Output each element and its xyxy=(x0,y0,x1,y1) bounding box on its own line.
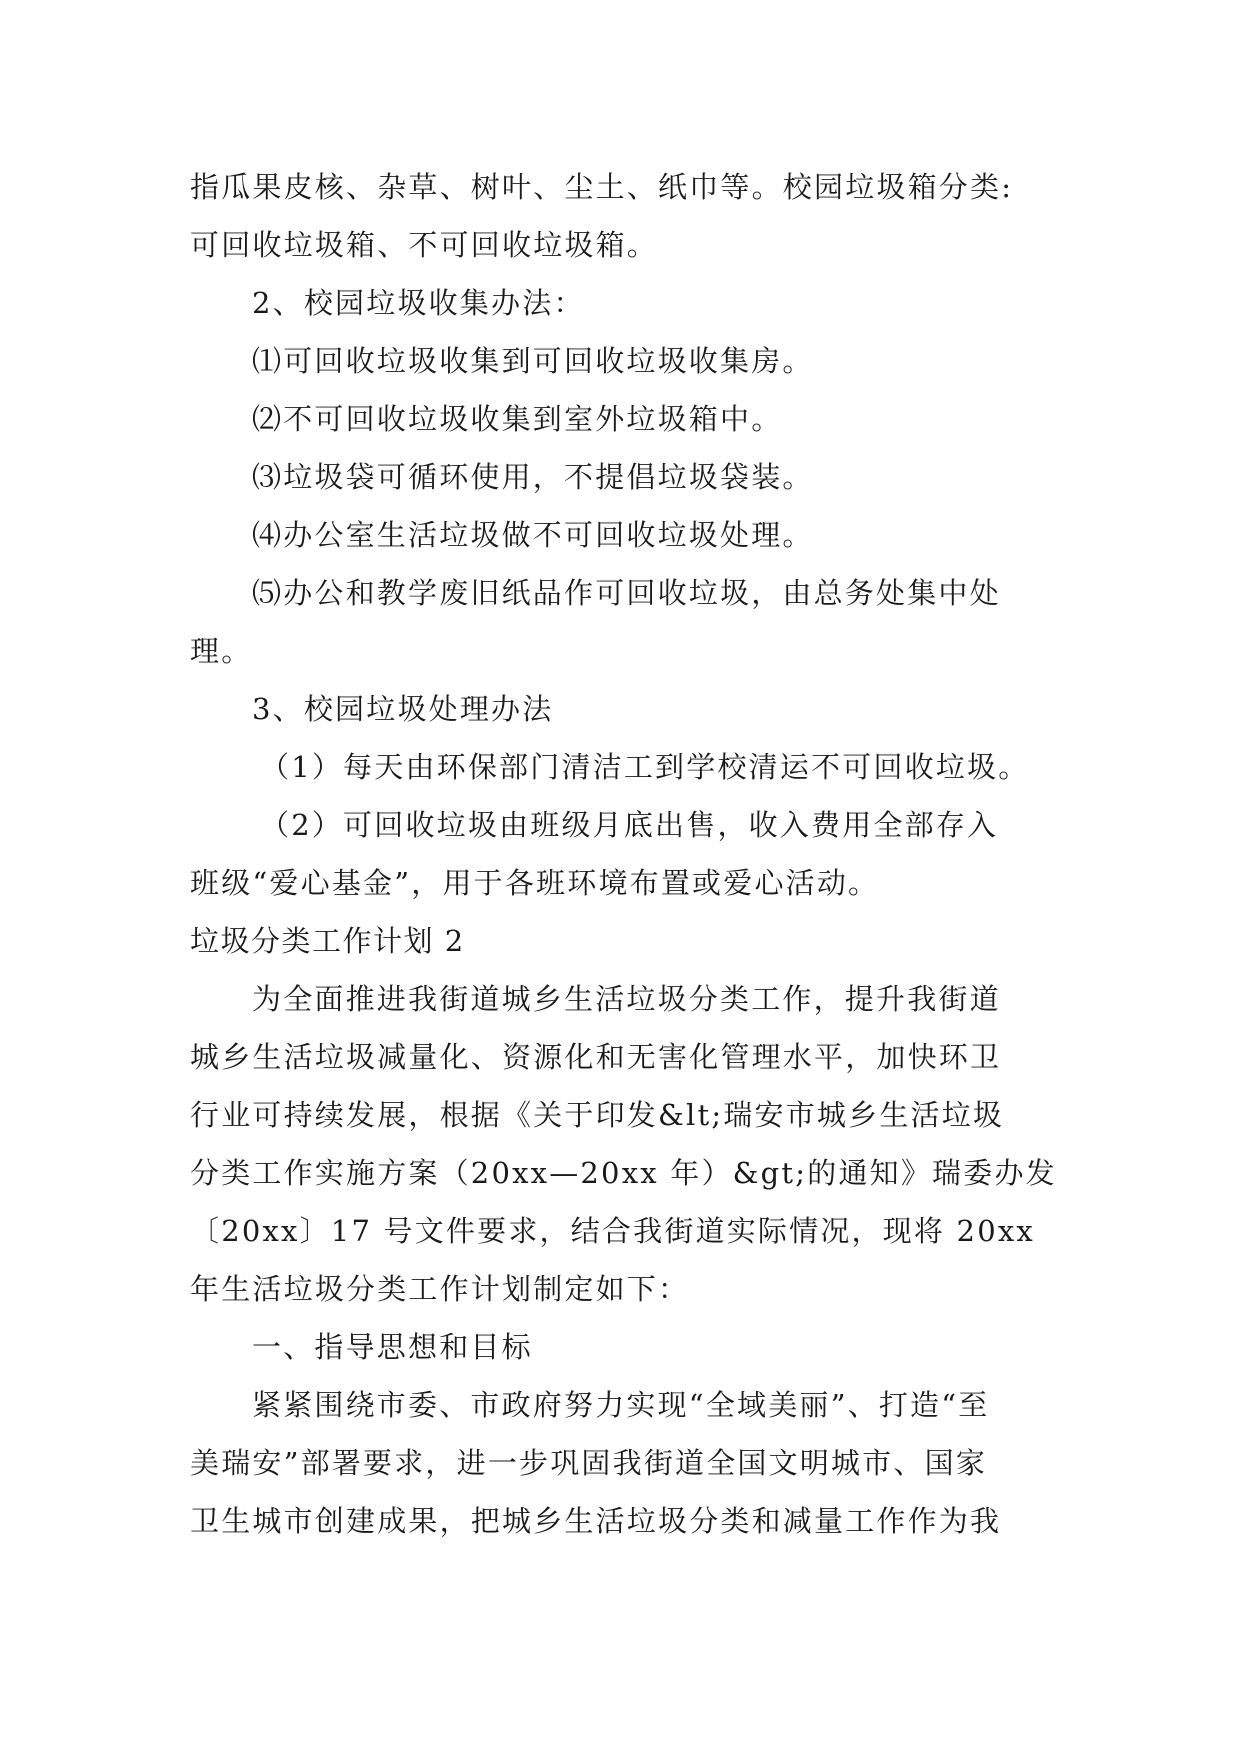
list-item: ⑵不可回收垃圾收集到室外垃圾箱中。 xyxy=(252,402,783,436)
paragraph-start: 紧紧围绕市委、市政府努力实现“全域美丽”、打造“至 xyxy=(252,1388,990,1422)
list-item: （2）可回收垃圾由班级月底出售，收入费用全部存入 xyxy=(260,808,999,842)
document-body xyxy=(190,158,1060,1550)
text-line: 〔20xx〕17 号文件要求，结合我街道实际情况，现将 20xx xyxy=(190,1214,1035,1248)
text-line: 年生活垃圾分类工作计划制定如下： xyxy=(190,1272,690,1306)
list-item: （1）每天由环保部门清洁工到学校清运不可回收垃圾。 xyxy=(260,750,1030,784)
list-item: ⑴可回收垃圾收集到可回收垃圾收集房。 xyxy=(252,344,814,378)
text-line: 班级“爱心基金”，用于各班环境布置或爱心活动。 xyxy=(190,866,880,900)
list-item: ⑶垃圾袋可循环使用，不提倡垃圾袋装。 xyxy=(252,460,814,494)
document-title: 垃圾分类工作计划 2 xyxy=(190,924,465,958)
paragraph-start: 为全面推进我街道城乡生活垃圾分类工作，提升我街道 xyxy=(252,982,1001,1016)
text-line: 可回收垃圾箱、不可回收垃圾箱。 xyxy=(190,228,659,262)
list-item: ⑸办公和教学废旧纸品作可回收垃圾，由总务处集中处 xyxy=(252,576,1001,610)
text-line: 行业可持续发展，根据《关于印发&lt;瑞安市城乡生活垃圾 xyxy=(190,1098,1005,1132)
text-line: 分类工作实施方案（20xx—20xx 年）&gt;的通知》瑞委办发 xyxy=(190,1156,1057,1190)
text-line: 指瓜果皮核、杂草、树叶、尘土、纸巾等。校园垃圾箱分类: xyxy=(190,170,1014,204)
section-heading: 一、指导思想和目标 xyxy=(252,1330,533,1364)
section-heading: 3、校园垃圾处理办法 xyxy=(252,692,554,726)
list-item: ⑷办公室生活垃圾做不可回收垃圾处理。 xyxy=(252,518,814,552)
section-heading: 2、校园垃圾收集办法： xyxy=(252,286,585,320)
text-line: 卫生城市创建成果，把城乡生活垃圾分类和减量工作作为我 xyxy=(190,1504,1002,1538)
text-line: 理。 xyxy=(190,634,253,668)
text-line: 城乡生活垃圾减量化、资源化和无害化管理水平，加快环卫 xyxy=(190,1040,1002,1074)
text-line: 美瑞安”部署要求，进一步巩固我街道全国文明城市、国家 xyxy=(190,1446,988,1480)
